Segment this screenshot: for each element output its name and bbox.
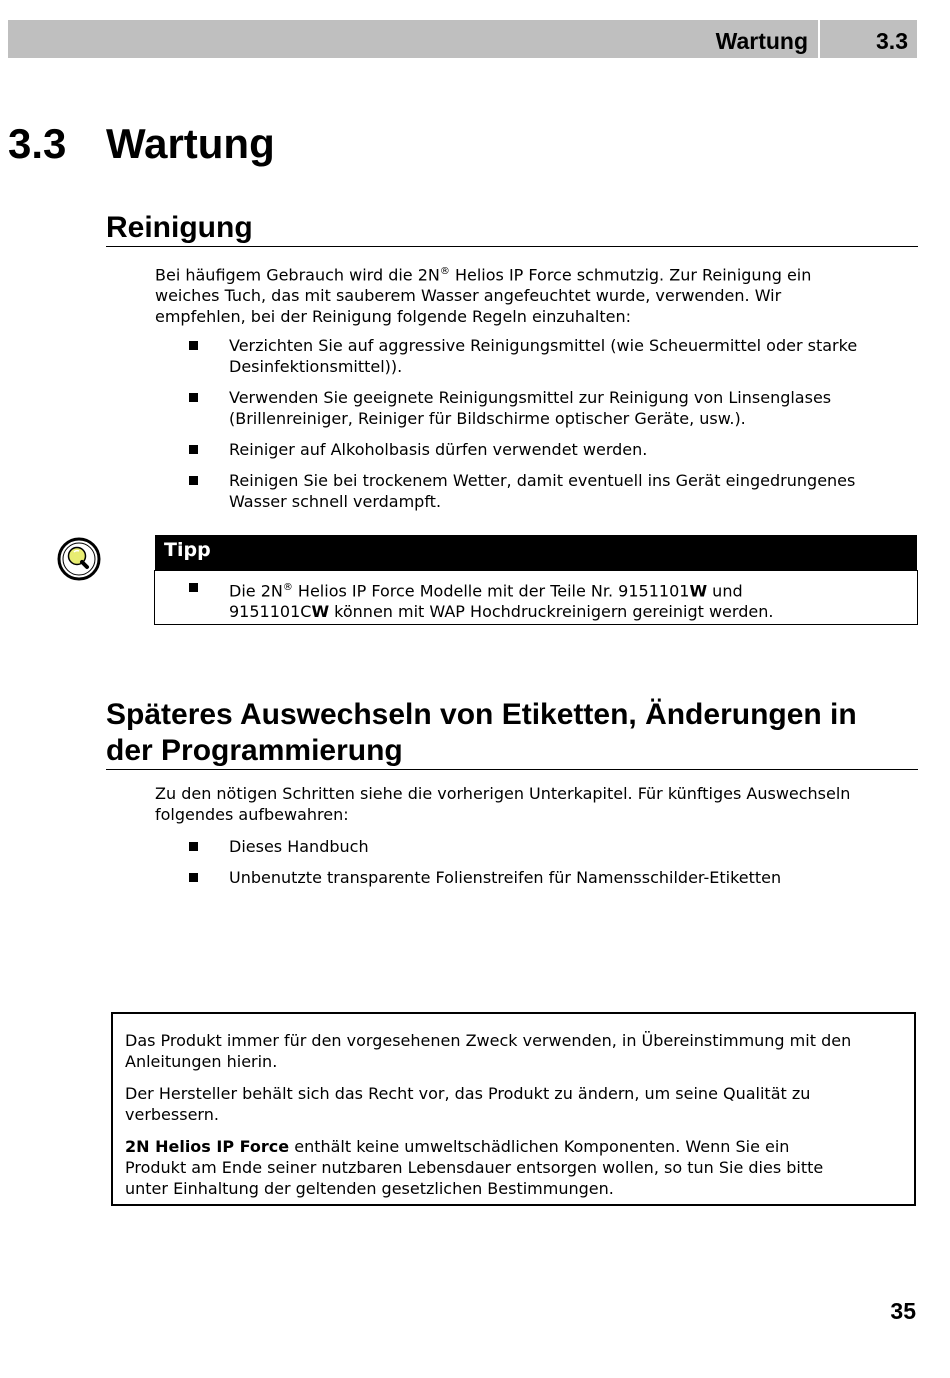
tip-list [155, 577, 925, 622]
product-name: 2N Helios IP Force [125, 1137, 290, 1156]
section-heading-reinigung: Reinigung [106, 210, 918, 247]
list-item [155, 867, 925, 888]
notice-text: unter Einhaltung der geltenden gesetzlichen Bestimmungen. [125, 1179, 614, 1198]
notice-text: Das Produkt immer für den vorgesehenen Zweck verwenden, in Übereinstimmung mit den [125, 1031, 852, 1050]
intro-text: Bei häufigem Gebrauch wird die 2N [155, 265, 440, 285]
tip-text-bold: W [311, 602, 330, 622]
tip-text-bold: W [689, 581, 708, 601]
tip-header [155, 535, 917, 571]
tip-text: und [707, 581, 743, 601]
square-bullet-icon [189, 842, 198, 851]
notice-paragraph [125, 1083, 920, 1125]
notice-text: Produkt am Ende seiner nutzbaren Lebensdauer entsorgen wollen, so tun Sie dies bitte [125, 1158, 824, 1177]
tip-text: 9151101C [229, 602, 312, 622]
keep-items-list [155, 836, 925, 888]
notice-paragraph [125, 1136, 920, 1199]
chapter-title: Wartung [106, 120, 275, 167]
tip-label: Tipp [164, 539, 211, 561]
square-bullet-icon [189, 476, 198, 485]
list-item [155, 577, 925, 622]
intro-text: Helios IP Force schmutzig. Zur Reinigung ein [449, 265, 812, 285]
lightbulb-icon [56, 536, 102, 582]
notice-text: enthält keine umweltschädlichen Komponenten. Wenn Sie ein [289, 1137, 790, 1156]
list-item [155, 836, 925, 857]
tip-text: können mit WAP Hochdruckreinigern gereinigt werden. [329, 602, 774, 622]
intro-text: folgendes aufbewahren: [155, 805, 349, 824]
header-title: Wartung [715, 28, 808, 54]
list-item-text: Desinfektionsmittel)). [229, 357, 403, 376]
list-item [155, 335, 925, 377]
section-intro [155, 783, 925, 825]
page-number: 35 [890, 1298, 916, 1324]
heading-line: der Programmierung [106, 734, 403, 767]
registered-mark: ® [282, 582, 293, 593]
list-item-text: (Brillenreiniger, Reiniger für Bildschirme optischer Geräte, usw.). [229, 409, 746, 428]
notice-text: Anleitungen hierin. [125, 1052, 278, 1071]
square-bullet-icon [189, 445, 198, 454]
list-item-text: Reinigen Sie bei trockenem Wetter, damit eventuell ins Gerät eingedrungenes [229, 471, 856, 490]
chapter-number: 3.3 [8, 120, 67, 167]
square-bullet-icon [189, 873, 198, 882]
section-intro [155, 261, 925, 327]
section-heading-etiketten [106, 697, 918, 770]
cleaning-rules-list [155, 335, 925, 512]
square-bullet-icon [189, 341, 198, 350]
header-section-number: 3.3 [876, 28, 908, 54]
list-item-text: Unbenutzte transparente Folienstreifen für Namensschilder-Etiketten [229, 868, 782, 887]
square-bullet-icon [189, 583, 198, 592]
list-item-text: Reiniger auf Alkoholbasis dürfen verwendet werden. [229, 440, 648, 459]
notice-box [111, 1012, 916, 1206]
intro-text: Zu den nötigen Schritten siehe die vorherigen Unterkapitel. Für künftiges Auswechseln [155, 784, 851, 803]
list-item [155, 470, 925, 512]
list-item-text: Verwenden Sie geeignete Reinigungsmittel zur Reinigung von Linsenglases [229, 388, 832, 407]
intro-text: empfehlen, bei der Reinigung folgende Regeln einzuhalten: [155, 307, 631, 327]
heading-line: Späteres Auswechseln von Etiketten, Änderungen in [106, 698, 857, 731]
registered-mark: ® [439, 266, 450, 277]
list-item [155, 439, 925, 460]
notice-text: Der Hersteller behält sich das Recht vor, das Produkt zu ändern, um seine Qualität zu [125, 1084, 811, 1103]
list-item-text: Verzichten Sie auf aggressive Reinigungsmittel (wie Scheuermittel oder starke [229, 336, 858, 355]
list-item-text: Wasser schnell verdampft. [229, 492, 442, 511]
square-bullet-icon [189, 393, 198, 402]
intro-text: weiches Tuch, das mit sauberem Wasser angefeuchtet wurde, verwenden. Wir [155, 286, 782, 306]
notice-text: verbessern. [125, 1105, 219, 1124]
notice-paragraph [125, 1030, 920, 1072]
tip-text: Helios IP Force Modelle mit der Teile Nr. 9151101 [292, 581, 690, 601]
list-item [155, 387, 925, 429]
tip-text: Die 2N [229, 581, 283, 601]
list-item-text: Dieses Handbuch [229, 837, 369, 856]
